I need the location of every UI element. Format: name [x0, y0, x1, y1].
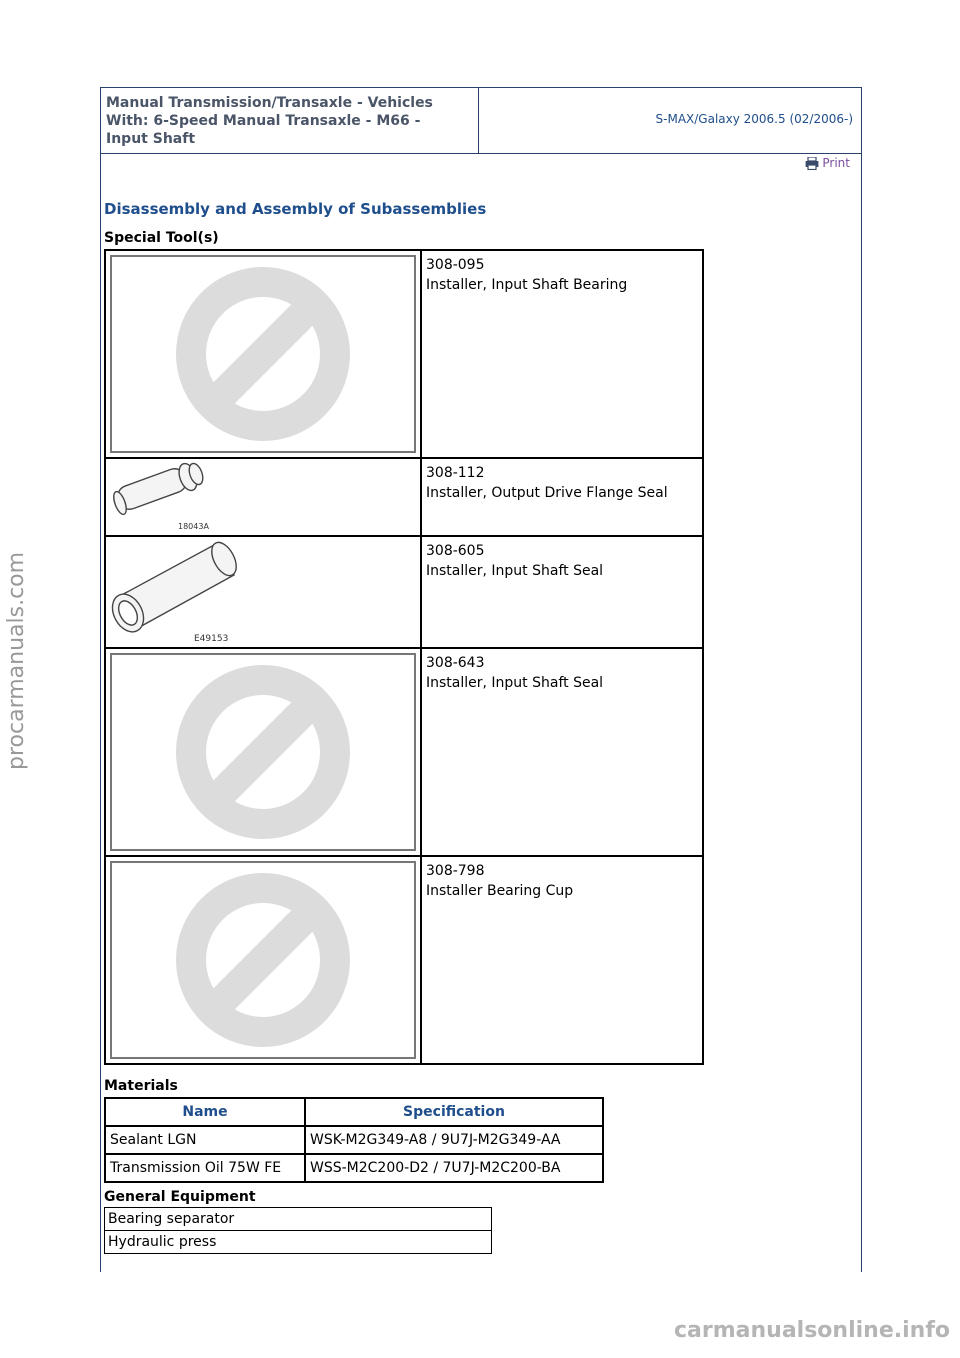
column-header-name: Name [105, 1098, 305, 1126]
materials-table [104, 1097, 604, 1183]
header-divider [478, 87, 479, 153]
title-line-1: Manual Transmission/Transaxle - Vehicles [106, 95, 433, 111]
section-title: Disassembly and Assembly of Subassemblies [104, 200, 487, 218]
material-specification: WSS-M2C200-D2 / 7U7J-M2C200-BA [305, 1154, 603, 1182]
no-image-icon [173, 662, 353, 842]
special-tools-table [104, 249, 704, 1065]
tool-description [421, 856, 703, 1064]
material-specification: WSK-M2G349-A8 / 9U7J-M2G349-AA [305, 1126, 603, 1154]
tool-name: Installer, Output Drive Flange Seal [426, 485, 668, 501]
column-header-specification: Specification [305, 1098, 603, 1126]
general-equipment-heading: General Equipment [104, 1189, 256, 1205]
equipment-item: Hydraulic press [105, 1231, 492, 1254]
tool-name: Installer, Input Shaft Bearing [426, 277, 628, 293]
tool-image-cell [105, 648, 421, 856]
vehicle-model: S-MAX/Galaxy 2006.5 (02/2006-) [655, 112, 853, 126]
materials-header-row [105, 1098, 603, 1126]
title-line-2: With: 6-Speed Manual Transaxle - M66 - [106, 113, 421, 129]
tool-image-cell [105, 856, 421, 1064]
drawing-label: 18043A [178, 522, 209, 531]
tool-number: 308-112 [426, 465, 485, 481]
document-title [106, 94, 478, 148]
table-row [105, 1126, 603, 1154]
tool-name: Installer Bearing Cup [426, 883, 574, 899]
bottom-watermark: carmanualsonline.info [674, 1318, 950, 1343]
installer-drawing [106, 459, 420, 535]
drawing-label: E49153 [194, 634, 229, 644]
list-item [105, 1231, 492, 1254]
tool-number: 308-095 [426, 257, 485, 273]
materials-heading: Materials [104, 1078, 178, 1094]
general-equipment-table [104, 1207, 492, 1254]
tool-row [105, 856, 703, 1064]
tool-description [421, 458, 703, 536]
tool-number: 308-798 [426, 863, 485, 879]
tool-row [105, 250, 703, 458]
equipment-item: Bearing separator [105, 1208, 492, 1231]
list-item [105, 1208, 492, 1231]
tool-row [105, 458, 703, 536]
document-header [100, 87, 861, 154]
tool-image-cell [105, 536, 421, 648]
print-link[interactable] [805, 156, 850, 170]
installer-drawing [106, 537, 420, 647]
tool-image-cell [105, 250, 421, 458]
tool-number: 308-605 [426, 543, 485, 559]
table-row [105, 1154, 603, 1182]
printer-icon [805, 157, 819, 170]
material-name: Transmission Oil 75W FE [105, 1154, 305, 1182]
special-tools-heading: Special Tool(s) [104, 230, 219, 246]
no-image-icon [173, 264, 353, 444]
no-image-icon [173, 870, 353, 1050]
material-name: Sealant LGN [105, 1126, 305, 1154]
tool-description [421, 250, 703, 458]
tool-number: 308-643 [426, 655, 485, 671]
tool-row [105, 648, 703, 856]
title-line-3: Input Shaft [106, 131, 196, 147]
print-label[interactable]: Print [822, 156, 850, 170]
no-image-placeholder [110, 653, 416, 851]
tool-description [421, 648, 703, 856]
tool-row [105, 536, 703, 648]
tool-name: Installer, Input Shaft Seal [426, 563, 604, 579]
tool-description [421, 536, 703, 648]
side-watermark: procarmanuals.com [4, 551, 29, 770]
no-image-placeholder [110, 255, 416, 453]
no-image-placeholder [110, 861, 416, 1059]
tool-name: Installer, Input Shaft Seal [426, 675, 604, 691]
tool-image-cell [105, 458, 421, 536]
